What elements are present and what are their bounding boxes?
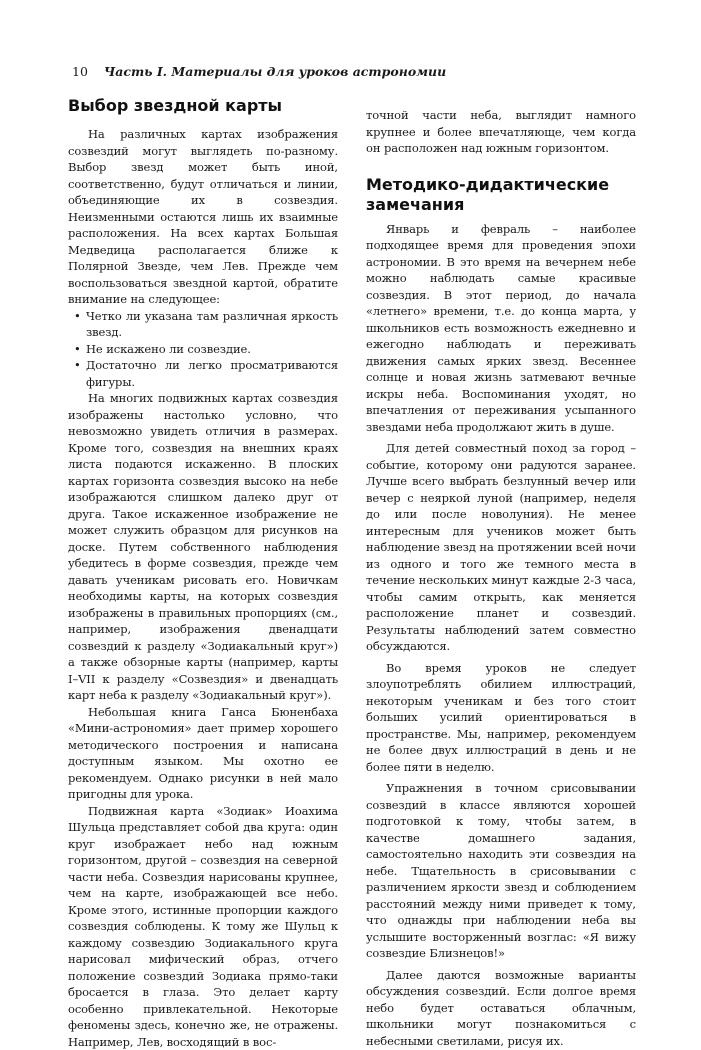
paragraph: На многих подвижных картах созвездия изображены настолько условно, что невозможно увидеть отличия в размерах. Кроме того, созвездия на внешних краях листа подаются искаженно. В плоских картах горизонта созвездия высоко на небе изображаются слишком далеко друг от друга. Такое искаженное изображение не может служить образцом для рисунков на доске. Путем собственного наблюдения убедитесь в форме созвездия, прежде чем давать ученикам рисовать его. Новичкам необходимы карты, на которых созвездия изображены в правильных пропорциях (см., например, изображения двенадцати созвездий к разделу «Зодиакальный круг») а также обзорные карты (например, карты I–VII к разделу «Созвездия» и двенадцать карт неба к разделу «Зодиакальный круг»).	[68, 390, 338, 704]
bullet-item: • Не искажено ли созвездие.	[68, 341, 338, 358]
paragraph: Небольшая книга Ганса Бюненбаха «Мини-астрономия» дает пример хорошего методического построения и написана доступным языком. Мы охотно ее рекомендуем. Однако рисунки в ней мало пригодны для урока.	[68, 704, 338, 803]
running-header	[72, 64, 632, 80]
running-title: Часть I. Материалы для уроков астрономии	[104, 64, 446, 79]
paragraph-continuation: точной части неба, выглядит намного крупнее и более впечатляюще, чем когда он расположен над южным горизонтом.	[366, 107, 636, 157]
paragraph: Упражнения в точном срисовывании созвездий в классе являются хорошей подготовкой к тому, чтобы затем, в качестве домашнего задания, самостоятельно находить эти созвездия на небе. Тщательность в срисовывании с различением яркости звезд и соблюдением расстояний между ними приведет к тому, что однажды при наблюдении неба вы услышите восторженный возглас: «Я вижу созвездие Близнецов!»	[366, 780, 636, 962]
bullet-item: • Четко ли указана там различная яркость звезд.	[68, 308, 338, 341]
section-heading: Методико-дидактические замечания	[366, 175, 636, 215]
paragraph-intro: На различных картах изображения созвездий могут выглядеть по-разному. Выбор звезд может быть иной, соответственно, будут отличаться и линии, объединяющие их в созвездия. Неизменными остаются лишь их взаимные расположения. На всех картах Большая Медведица располагается ближе к Полярной Звезде, чем Лев. Прежде чем воспользоваться звездной картой, обратите внимание на следующее:	[68, 126, 338, 308]
paragraph: Январь и февраль – наиболее подходящее время для проведения эпохи астрономии. В это время на вечернем небе можно наблюдать самые красивые созвездия. В этот период, до начала «летнего» времени, т.е. до конца марта, у школьников есть возможность ежедневно и ежегодно наблюдать и переживать движения самых ярких звезд. Весеннее солнце и новая жизнь затмевают вечные искры неба. Воспоминания уходят, но впечатления от переживания усыпанного звездами неба продолжают жить в душе.	[366, 221, 636, 436]
right-column	[366, 107, 636, 1049]
bullet-list	[68, 308, 338, 391]
paragraph: Во время уроков не следует злоупотреблять обилием иллюстраций, некоторым ученикам и без того стоит больших усилий ориентироваться в пространстве. Мы, например, рекомендуем не более двух иллюстраций в день и не более пяти в неделю.	[366, 660, 636, 776]
page-number: 10	[72, 64, 88, 79]
paragraph: Для детей совместный поход за город – событие, которому они радуются заранее. Лучше всего выбрать безлунный вечер или вечер с неяркой луной (например, неделя до или после новолуния). Не менее интересным для учеников может быть наблюдение звезд на протяжении всей ночи из одного и того же темного места в течение нескольких минут каждые 2-3 часа, чтобы самим открыть, как меняется расположение планет и созвездий. Результаты наблюдений затем совместно обсуждаются.	[366, 440, 636, 655]
bullet-item: • Достаточно ли легко просматриваются фигуры.	[68, 357, 338, 390]
section-heading: Выбор звездной карты	[68, 96, 338, 116]
left-column	[68, 96, 338, 1050]
paragraph: Далее даются возможные варианты обсуждения созвездий. Если долгое время небо будет оставаться облачным, школьники могут познакомиться с небесными светилами, рисуя их.	[366, 967, 636, 1050]
paragraph: Подвижная карта «Зодиак» Иоахима Шульца представляет собой два круга: один круг изображает небо над южным горизонтом, другой – созвездия на северной части неба. Созвездия нарисованы крупнее, чем на карте, изображающей все небо. Кроме этого, истинные пропорции каждого созвездия соблюдены. К тому же Шульц к каждому созвездию Зодиакального круга нарисовал мифический образ, отчего положение созвездий Зодиака прямо-таки бросается в глаза. Это делает карту особенно привлекательной. Некоторые феномены здесь, конечно же, не отражены. Например, Лев, восходящий в вос-	[68, 803, 338, 1050]
